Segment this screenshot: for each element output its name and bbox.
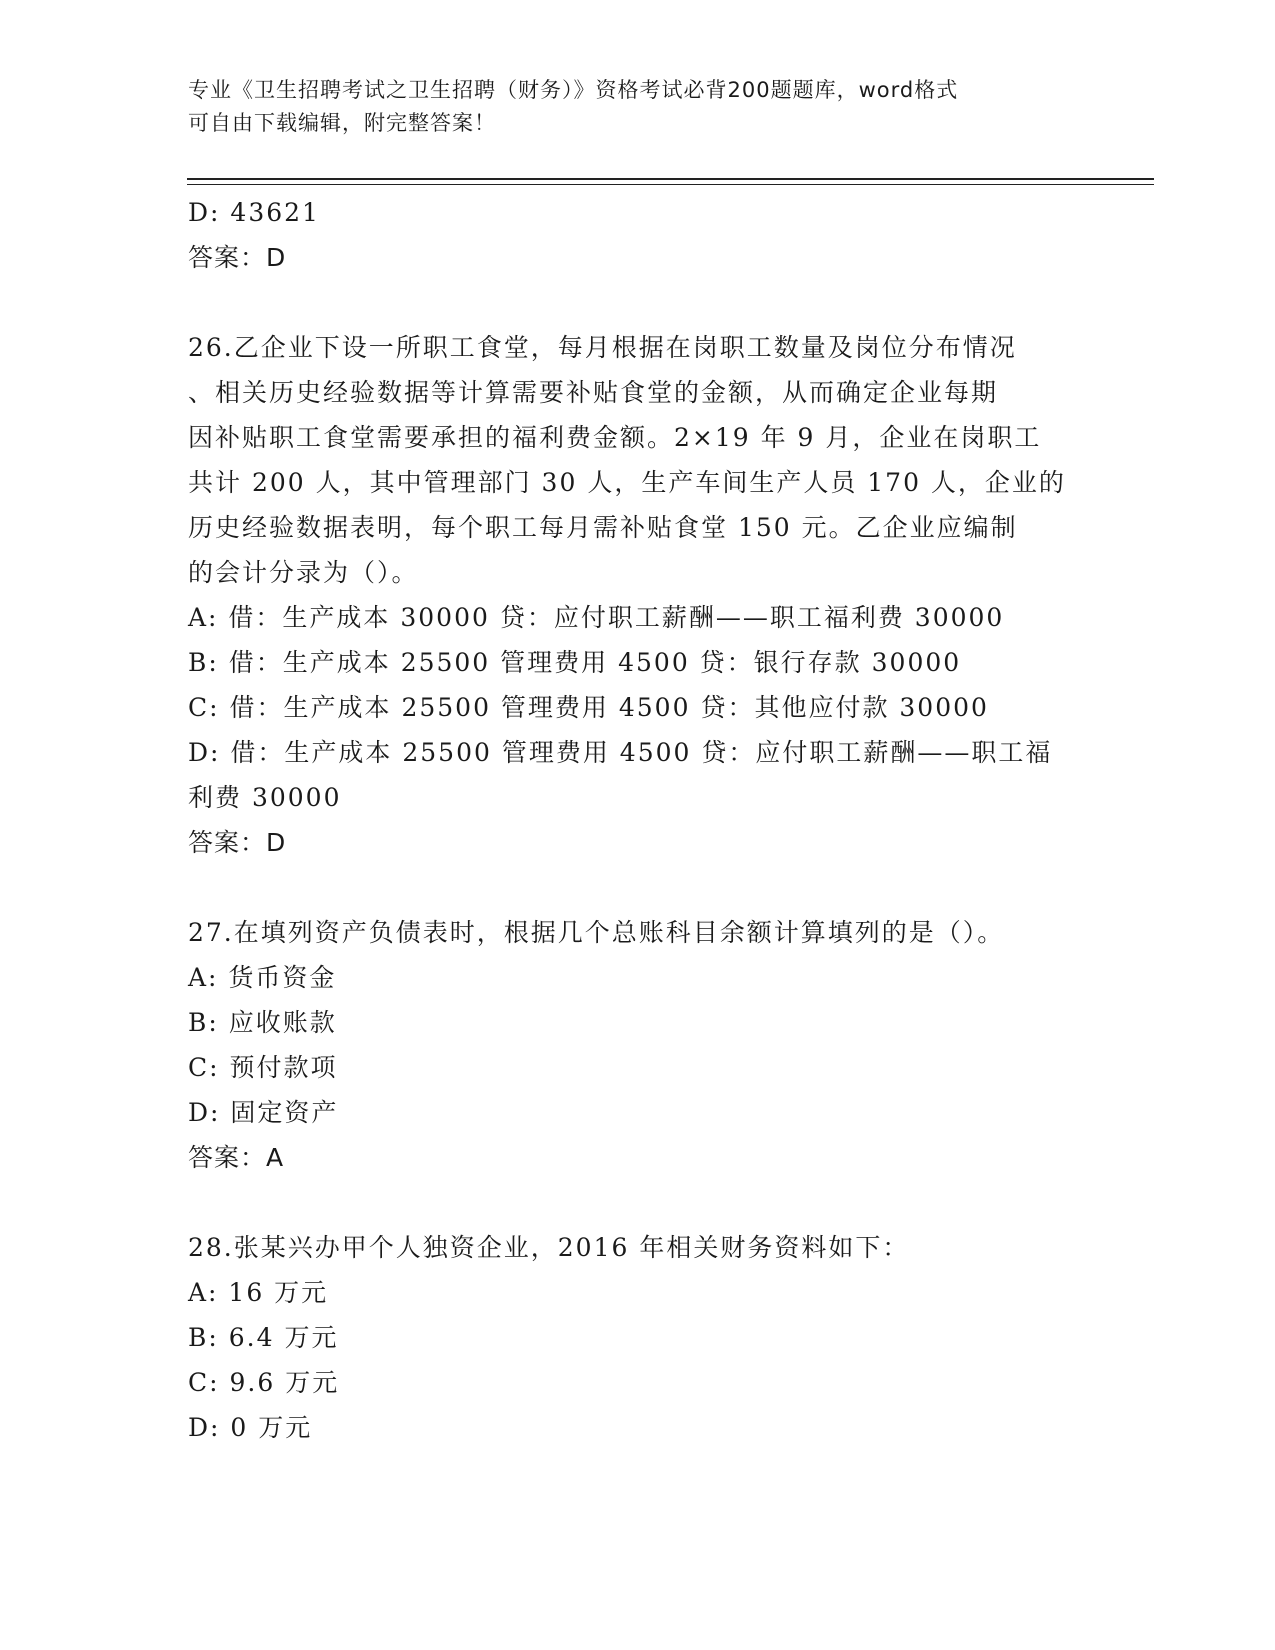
question-26 [188,325,1088,865]
question-27-option-b: B: 应收账款 [188,1008,337,1037]
question-27 [188,910,1088,1180]
header-divider-top [187,178,1154,180]
question-26-option-d: D: 借：生产成本 25500 管理费用 4500 贷：应付职工薪酬——职工福 [188,738,1053,767]
header-title-line-1: 专业《卫生招聘考试之卫生招聘（财务）》资格考试必背200题题库，word格式 [188,78,959,102]
document-body [188,190,1088,1450]
prev-option-d: D: 43621 [188,198,320,227]
question-26-text-line: 的会计分录为（）。 [188,558,419,587]
question-28-option-d: D: 0 万元 [188,1413,313,1442]
question-27-option-d: D: 固定资产 [188,1098,339,1127]
spacer [188,865,1088,910]
question-26-text-line: 因补贴职工食堂需要承担的福利费金额。2×19 年 9 月，企业在岗职工 [188,423,1042,452]
question-28-option-c: C: 9.6 万元 [188,1368,340,1397]
question-27-option-a: A: 货币资金 [188,963,337,992]
question-26-option-b: B: 借：生产成本 25500 管理费用 4500 贷：银行存款 30000 [188,648,962,677]
header-divider-bottom [187,184,1154,185]
question-26-text-line: 历史经验数据表明，每个职工每月需补贴食堂 150 元。乙企业应编制 [188,513,1018,542]
question-26-text-line: 共计 200 人，其中管理部门 30 人，生产车间生产人员 170 人，企业的 [188,468,1066,497]
question-26-text-line: 26.乙企业下设一所职工食堂，每月根据在岗职工数量及岗位分布情况 [188,333,1017,362]
document-header [188,74,1068,140]
question-26-answer: 答案：D [188,828,287,857]
question-27-text: 27.在填列资产负债表时，根据几个总账科目余额计算填列的是（）。 [188,918,1005,947]
question-28 [188,1225,1088,1450]
question-27-answer: 答案：A [188,1143,285,1172]
question-26-text-line: 、相关历史经验数据等计算需要补贴食堂的金额，从而确定企业每期 [188,378,999,407]
question-27-option-c: C: 预付款项 [188,1053,338,1082]
prev-answer: 答案：D [188,243,287,272]
spacer [188,280,1088,325]
header-title-line-2: 可自由下载编辑，附完整答案！ [188,111,496,135]
question-28-text: 28.张某兴办甲个人独资企业，2016 年相关财务资料如下： [188,1233,910,1262]
question-26-option-a: A: 借：生产成本 30000 贷：应付职工薪酬——职工福利费 30000 [188,603,1005,632]
question-28-option-a: A: 16 万元 [188,1278,329,1307]
spacer [188,1180,1088,1225]
question-26-option-c: C: 借：生产成本 25500 管理费用 4500 贷：其他应付款 30000 [188,693,989,722]
question-28-option-b: B: 6.4 万元 [188,1323,339,1352]
question-26-option-d-cont: 利费 30000 [188,783,342,812]
